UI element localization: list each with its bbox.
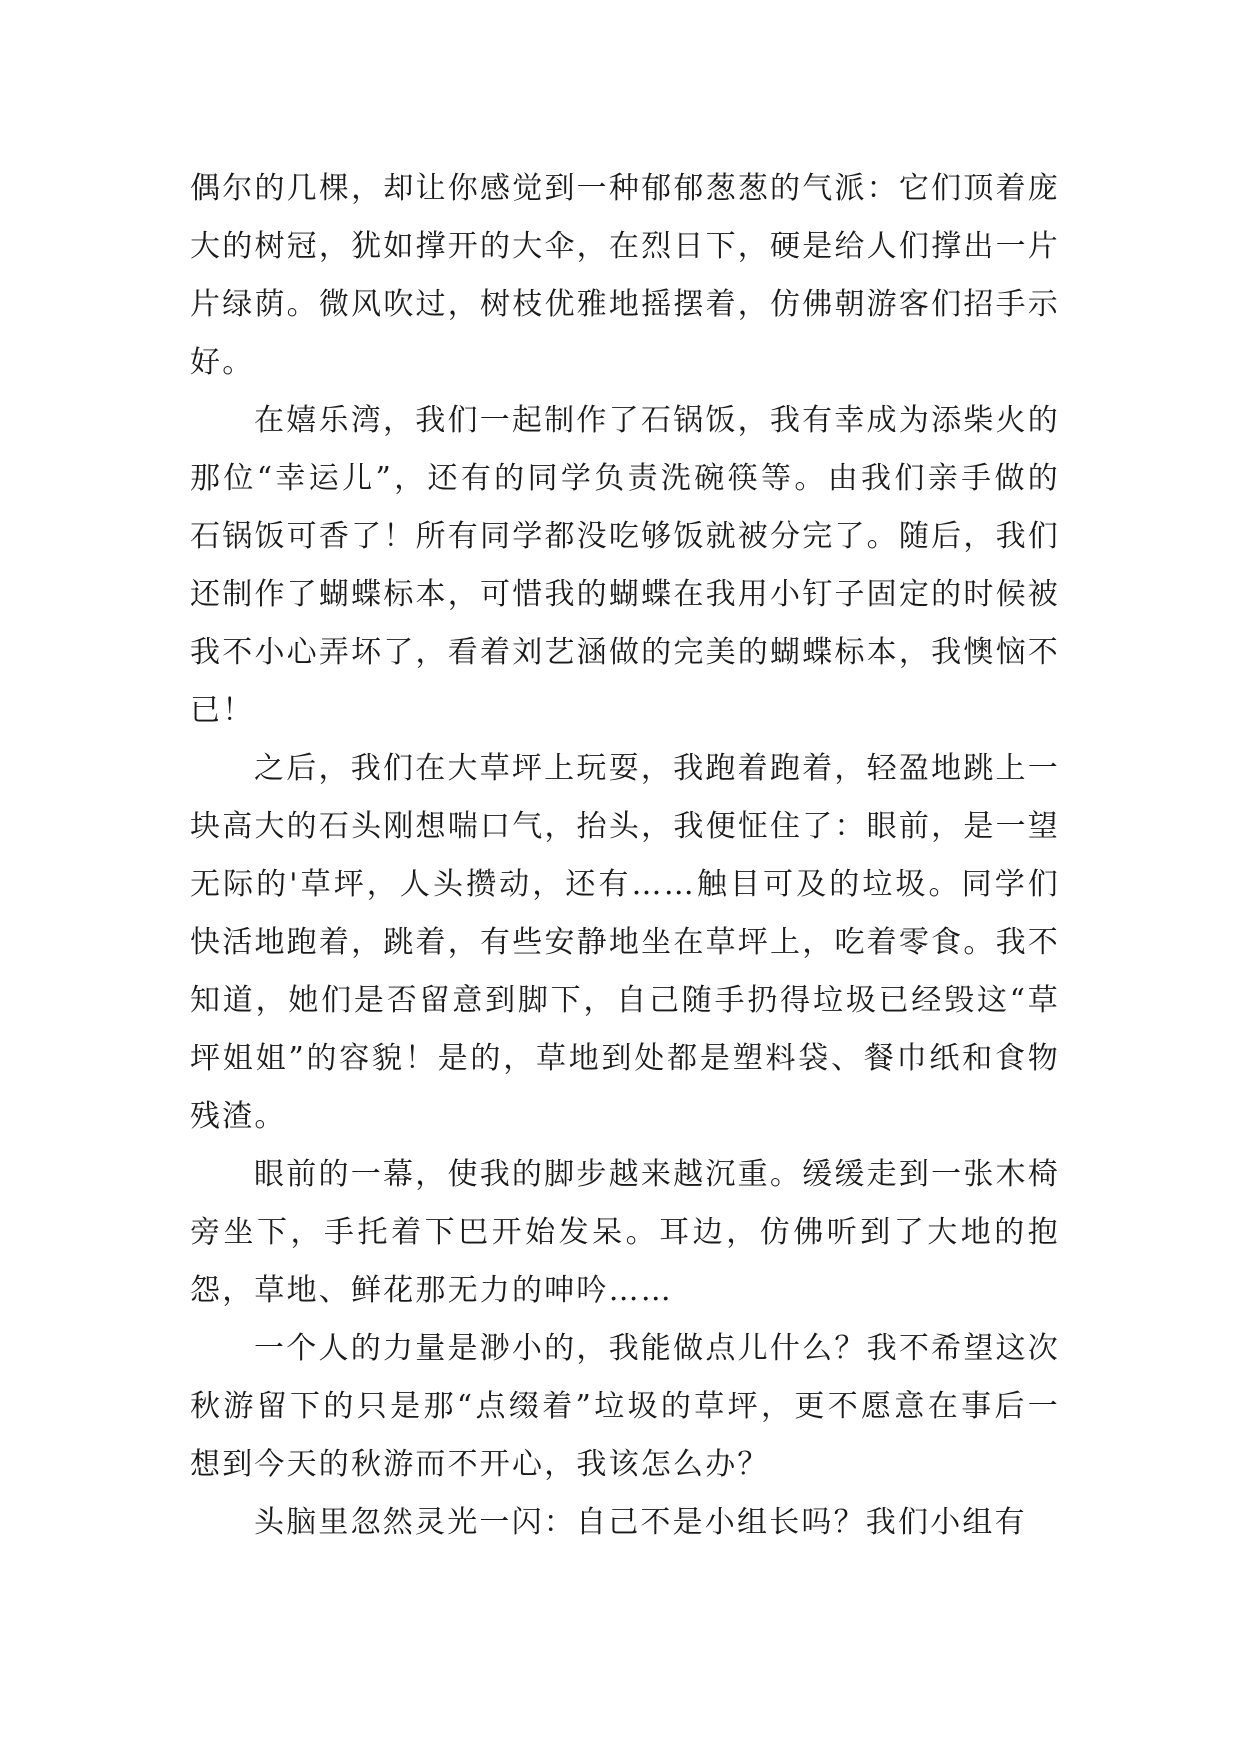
paragraph-6: 头脑里忽然灵光一闪：自己不是小组长吗？我们小组有 <box>254 1505 1027 1540</box>
paragraph-1: 偶尔的几棵，却让你感觉到一种郁郁葱葱的气派：它们顶着庞大的树冠，犹如撑开的大伞，在烈日下，硬是给人们撑出一片片绿荫。微风吹过，树枝优雅地摇摆着，仿佛朝游客们招手示好。 <box>190 171 1060 380</box>
paragraph-3: 之后，我们在大草坪上玩耍，我跑着跑着，轻盈地跳上一块高大的石头刚想喘口气，抬头，我便怔住了：眼前，是一望无际的'草坪，人头攒动，还有……触目可及的垃圾。同学们快活地跑着，跳着，有些安静地坐在草坪上，吃着零食。我不知道，她们是否留意到脚下，自己随手扔得垃圾已经毁这“草坪姐姐”的容貌！是的，草地到处都是塑料袋、餐巾纸和食物残渣。 <box>190 751 1060 1134</box>
document-body <box>190 160 1060 1552</box>
paragraph-2: 在嬉乐湾，我们一起制作了石锅饭，我有幸成为添柴火的那位“幸运儿”，还有的同学负责洗碗筷等。由我们亲手做的石锅饭可香了！所有同学都没吃够饭就被分完了。随后，我们还制作了蝴蝶标本，可惜我的蝴蝶在我用小钉子固定的时候被我不小心弄坏了，看着刘艺涵做的完美的蝴蝶标本，我懊恼不已！ <box>190 403 1060 728</box>
paragraph-5: 一个人的力量是渺小的，我能做点儿什么？我不希望这次秋游留下的只是那“点缀着”垃圾的草坪，更不愿意在事后一想到今天的秋游而不开心，我该怎么办？ <box>190 1331 1060 1482</box>
paragraph-4: 眼前的一幕，使我的脚步越来越沉重。缓缓走到一张木椅旁坐下，手托着下巴开始发呆。耳边，仿佛听到了大地的抱怨，草地、鲜花那无力的呻吟…… <box>190 1157 1060 1308</box>
